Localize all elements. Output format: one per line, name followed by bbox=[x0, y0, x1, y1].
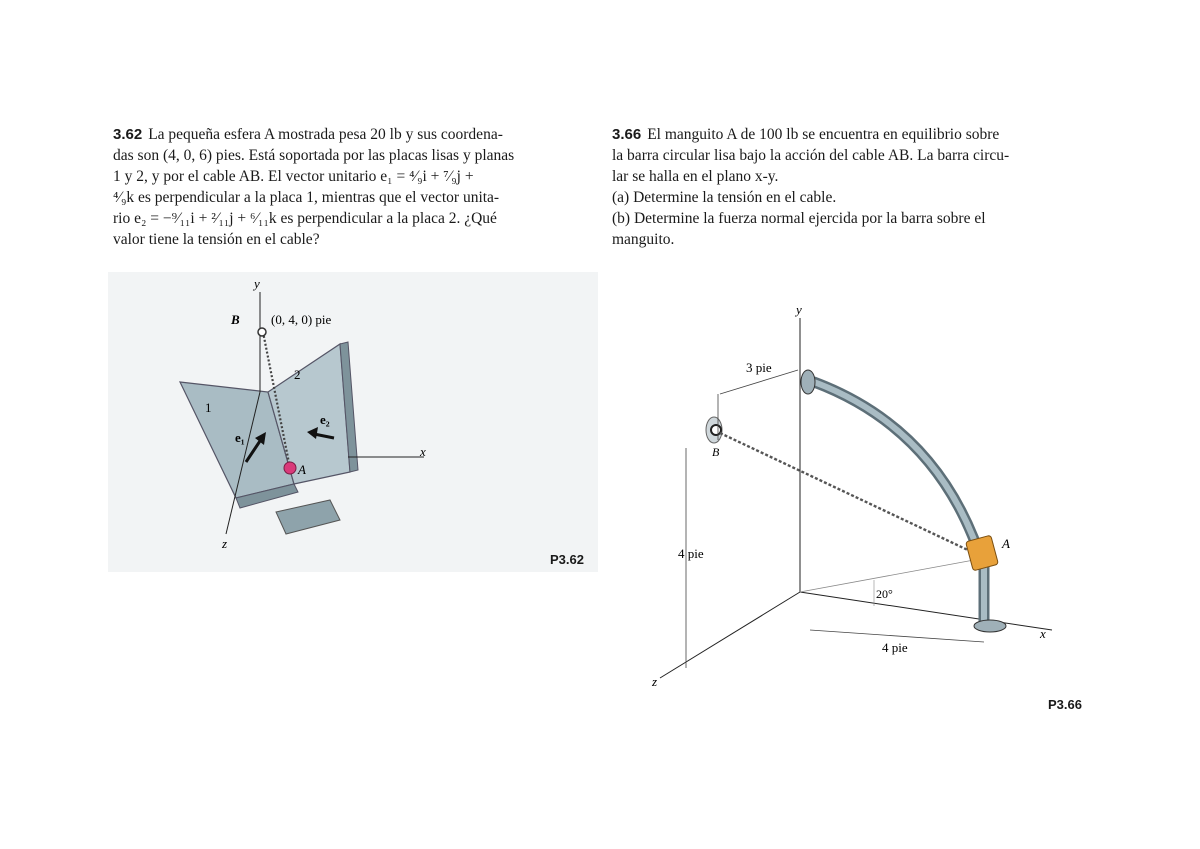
plate-2-label: 2 bbox=[294, 367, 301, 382]
collar-a bbox=[966, 535, 999, 571]
bottom-mount bbox=[974, 620, 1006, 632]
problem-number: 3.62 bbox=[113, 126, 143, 143]
sphere-a bbox=[284, 462, 296, 474]
cable-ab bbox=[720, 433, 972, 552]
x-axis-label: x bbox=[1040, 626, 1046, 641]
problem-line: (b) Determine la fuerza normal ejercida por la barra sobre el bbox=[612, 210, 986, 227]
figure-p3-62 bbox=[108, 272, 598, 572]
x-axis bbox=[800, 592, 1052, 630]
point-a-label: A bbox=[1002, 536, 1010, 551]
problem-line: lar se halla en el plano x-y. bbox=[612, 168, 779, 185]
z-axis bbox=[660, 592, 800, 678]
z-axis-label: z bbox=[652, 674, 658, 689]
point-b-label: B bbox=[231, 312, 240, 327]
dim-4-pie-horizontal-label: 4 pie bbox=[882, 640, 908, 655]
problem-line: El manguito A de 100 lb se encuentra en equilibrio sobre bbox=[647, 126, 1000, 143]
figure-label-p3-66: P3.66 bbox=[1048, 697, 1082, 712]
y-axis-label: y bbox=[796, 302, 802, 317]
angle-label: 20° bbox=[876, 587, 893, 601]
e1-label: e₁ bbox=[235, 430, 245, 445]
z-axis-label: z bbox=[222, 536, 228, 551]
problem-line: rio e₂ = −⁹⁄₁₁i + ²⁄₁₁j + ⁶⁄₁₁k es perpendicular a la placa 2. ¿Qué bbox=[113, 210, 497, 227]
point-a-label: A bbox=[298, 462, 306, 477]
x-axis-label: x bbox=[420, 444, 426, 459]
problem-number: 3.66 bbox=[612, 126, 642, 143]
point-b-coordinates: (0, 4, 0) pie bbox=[271, 312, 332, 327]
problem-line: manguito. bbox=[612, 231, 675, 248]
problem-line: (a) Determine la tensión en el cable. bbox=[612, 189, 837, 206]
figure-label-p3-62: P3.62 bbox=[550, 552, 584, 567]
problem-3-62-text bbox=[113, 124, 591, 250]
problem-3-66-text bbox=[612, 124, 1090, 250]
point-b-eye bbox=[711, 425, 721, 435]
problem-line: 1 y 2, y por el cable AB. El vector unitario e₁ = ⁴⁄₉i + ⁷⁄₉j + bbox=[113, 168, 474, 185]
problem-line: das son (4, 0, 6) pies. Está soportada por las placas lisas y planas bbox=[113, 147, 515, 164]
e2-label: e₂ bbox=[320, 412, 330, 427]
dim-3-pie-label: 3 pie bbox=[746, 360, 772, 375]
dim-4-pie-vertical-label: 4 pie bbox=[678, 546, 704, 561]
point-b-marker bbox=[258, 328, 266, 336]
figure-p3-62-drawing bbox=[108, 272, 598, 572]
problem-line: La pequeña esfera A mostrada pesa 20 lb y sus coordena- bbox=[148, 126, 503, 143]
problem-line: valor tiene la tensión en el cable? bbox=[113, 231, 320, 248]
problem-line: la barra circular lisa bajo la acción del cable AB. La barra circu- bbox=[612, 147, 1010, 164]
plate-1-label: 1 bbox=[205, 400, 212, 415]
top-mount bbox=[801, 370, 815, 394]
figure-p3-66-drawing bbox=[612, 270, 1096, 715]
problem-line: ⁴⁄₉k es perpendicular a la placa 1, mientras que el vector unita- bbox=[113, 189, 500, 206]
y-axis-label: y bbox=[254, 276, 260, 291]
point-b-label: B bbox=[712, 445, 720, 459]
figure-p3-66 bbox=[612, 270, 1096, 715]
